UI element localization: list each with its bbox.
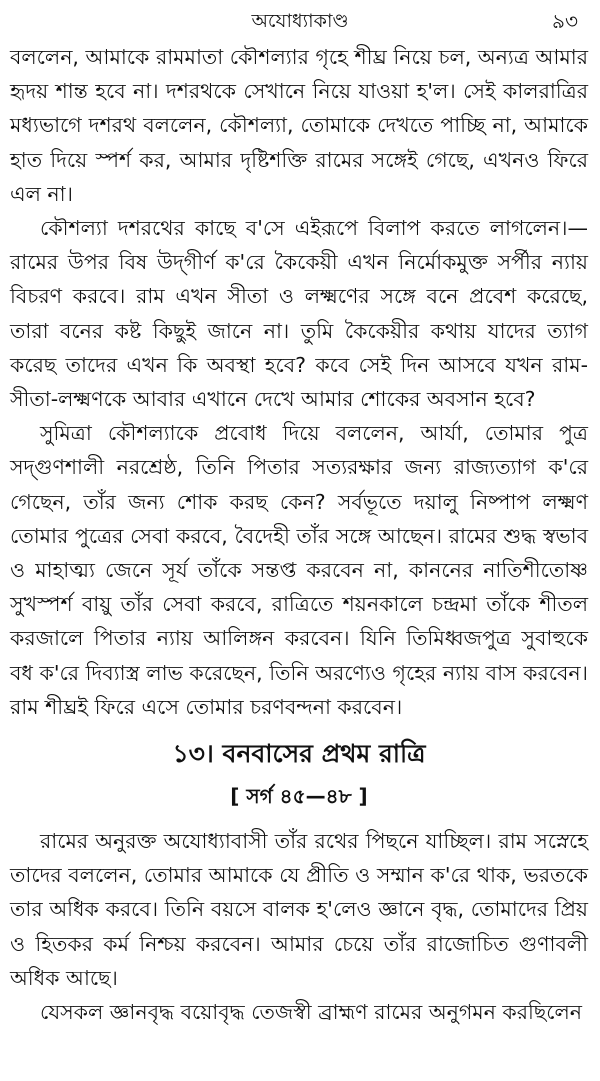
paragraph-2: কৌশল্যা দশরথের কাছে ব'সে এইরূপে বিলাপ করতে লাগলেন।— রামের উপর বিষ উদ্‌গীর্ণ ক'রে কৈকেয়ী এখন নির্মোকমুক্ত সর্পীর ন্যায় বিচরণ করবে। রাম এখন সীতা ও লক্ষ্মণের সঙ্গে বনে প্রবেশ করেছে, তারা বনের কষ্ট কিছুই জানে না। তুমি কৈকেয়ীর কথায় যাদের ত্যাগ করেছ তাদের এখন কি অবস্থা হবে? কবে সেই দিন আসবে যখন রাম-সীতা-লক্ষ্মণকে আবার এখানে দেখে আমার শোকের অবসান হবে?: [10, 216, 588, 412]
chapter-heading: ১৩। বনবাসের প্রথম রাত্রি: [172, 739, 426, 769]
running-head: [0, 6, 600, 36]
body-text: [10, 40, 588, 1029]
running-title: অযোধ্যাকাণ্ড: [251, 10, 349, 32]
page-number: ৯৩: [552, 9, 578, 33]
paragraph-4: রামের অনুরক্ত অযোধ্যাবাসী তাঁর রথের পিছনে যাচ্ছিল। রাম সস্নেহে তাদের বললেন, তোমার আমাকে যে প্রীতি ও সম্মান ক'রে থাক, ভরতকে তার অধিক করবে। তিনি বয়সে বালক হ'লেও জ্ঞানে বৃদ্ধ, তোমাদের প্রিয় ও হিতকর কর্ম নিশ্চয় করবেন। আমার চেয়ে তাঁর রাজোচিত গুণাবলী অধিক আছে।: [10, 829, 588, 990]
paragraph-5: যেসকল জ্ঞানবৃদ্ধ বয়োবৃদ্ধ তেজস্বী ব্রাহ্মণ রামের অনুগমন করছিলেন: [40, 1000, 583, 1025]
paragraph-1: বললেন, আমাকে রামমাতা কৌশল্যার গৃহে শীঘ্র নিয়ে চল, অন্যত্র আমার হৃদয় শান্ত হবে না। দশরথকে সেখানে নিয়ে যাওয়া হ'ল। সেই কালরাত্রির মধ্যভাগে দশরথ বললেন, কৌশল্যা, তোমাকে দেখতে পাচ্ছি না, আমাকে হাত দিয়ে স্পর্শ কর, আমার দৃষ্টিশক্তি রামের সঙ্গেই গেছে, এখনও ফিরে এল না।: [10, 45, 588, 206]
paragraph-3: সুমিত্রা কৌশল্যাকে প্রবোধ দিয়ে বললেন, আর্যা, তোমার পুত্র সদ্‌গুণশালী নরশ্রেষ্ঠ, তিনি পিতার সত্যরক্ষার জন্য রাজ্যত্যাগ ক'রে গেছেন, তাঁর জন্য শোক করছ কেন? সর্বভূতে দয়ালু নিষ্পাপ লক্ষ্মণ তোমার পুত্রের সেবা করবে, বৈদেহী তাঁর সঙ্গে আছেন। রামের শুদ্ধ স্বভাব ও মাহাত্ম্য জেনে সূর্য তাঁকে সন্তপ্ত করবেন না, কাননের নাতিশীতোষ্ণ সুখস্পর্শ বায়ু তাঁর সেবা করবে, রাত্রিতে শয়নকালে চন্দ্রমা তাঁকে শীতল করজালে পিতার ন্যায় আলিঙ্গন করবেন। যিনি তিমিধ্বজপুত্র সুবাহুকে বধ ক'রে দিব্যাস্ত্র লাভ করেছেন, তিনি অরণ্যেও গৃহের ন্যায় বাস করবেন। রাম শীঘ্রই ফিরে এসে তোমার চরণবন্দনা করবেন।: [10, 421, 588, 719]
sarga-range: [ সর্গ ৪৫—৪৮ ]: [230, 784, 368, 809]
